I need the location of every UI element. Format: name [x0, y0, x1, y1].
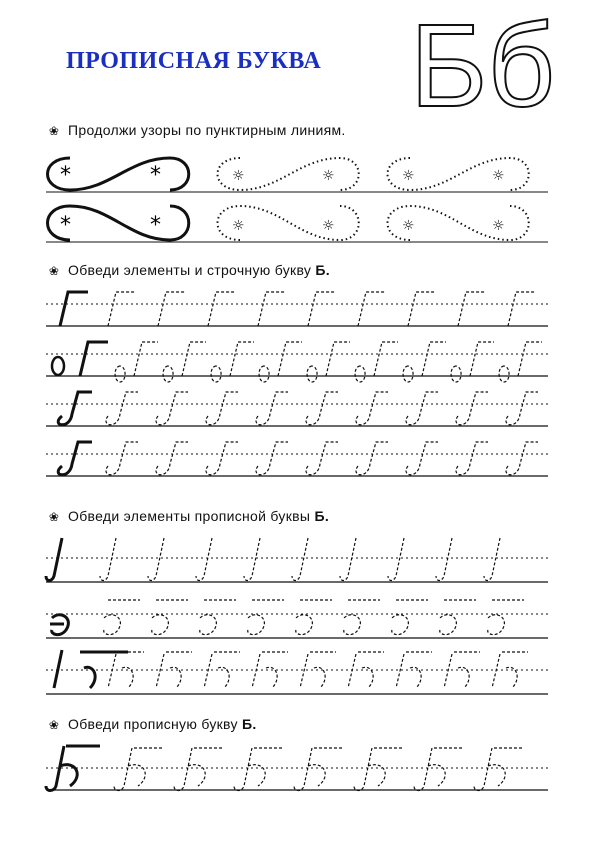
- instruction-text: Обведи элементы прописной буквы: [68, 508, 315, 524]
- flower-icon: ❀: [48, 718, 60, 732]
- svg-text:*: *: [60, 163, 71, 188]
- capital-letter-traces: [0, 740, 595, 800]
- pattern-row-2: [0, 198, 595, 248]
- svg-text:☼: ☼: [402, 218, 415, 234]
- svg-text:*: *: [150, 163, 161, 188]
- flower-icon: ❀: [48, 510, 60, 524]
- instruction-1: [46, 122, 346, 138]
- svg-text:☼: ☼: [402, 168, 415, 184]
- svg-text:☼: ☼: [232, 168, 245, 184]
- instruction-3: ❀ Обведи элементы прописной буквы Б.: [46, 508, 329, 524]
- flower-icon: ❀: [48, 264, 60, 278]
- flower-icon: ❀: [48, 124, 60, 138]
- svg-text:☼: ☼: [322, 168, 335, 184]
- instruction-text: Продолжи узоры по пунктирным линиям.: [68, 122, 346, 138]
- pattern-row-1: [0, 148, 595, 198]
- capital-element-traces: [0, 532, 595, 697]
- instruction-text: Обведи элементы и строчную букву: [68, 262, 316, 278]
- instruction-text: Обведи прописную букву: [68, 716, 242, 732]
- big-letter-outline: [405, 6, 595, 116]
- lowercase-practice-rows: [0, 284, 595, 484]
- lowercase-traces: [0, 284, 595, 484]
- svg-text:☼: ☼: [232, 218, 245, 234]
- page-title: ПРОПИСНАЯ БУКВА: [66, 48, 322, 74]
- svg-text:*: *: [150, 213, 161, 238]
- capital-elements-rows: [0, 532, 595, 697]
- svg-text:☼: ☼: [492, 168, 505, 184]
- capital-letter-row: [0, 740, 595, 800]
- instruction-2: ❀ Обведи элементы и строчную букву Б.: [46, 262, 330, 278]
- svg-text:Бб: Бб: [410, 6, 556, 116]
- instruction-4: ❀ Обведи прописную букву Б.: [46, 716, 257, 732]
- svg-text:*: *: [60, 213, 71, 238]
- svg-text:☼: ☼: [322, 218, 335, 234]
- svg-text:☼: ☼: [492, 218, 505, 234]
